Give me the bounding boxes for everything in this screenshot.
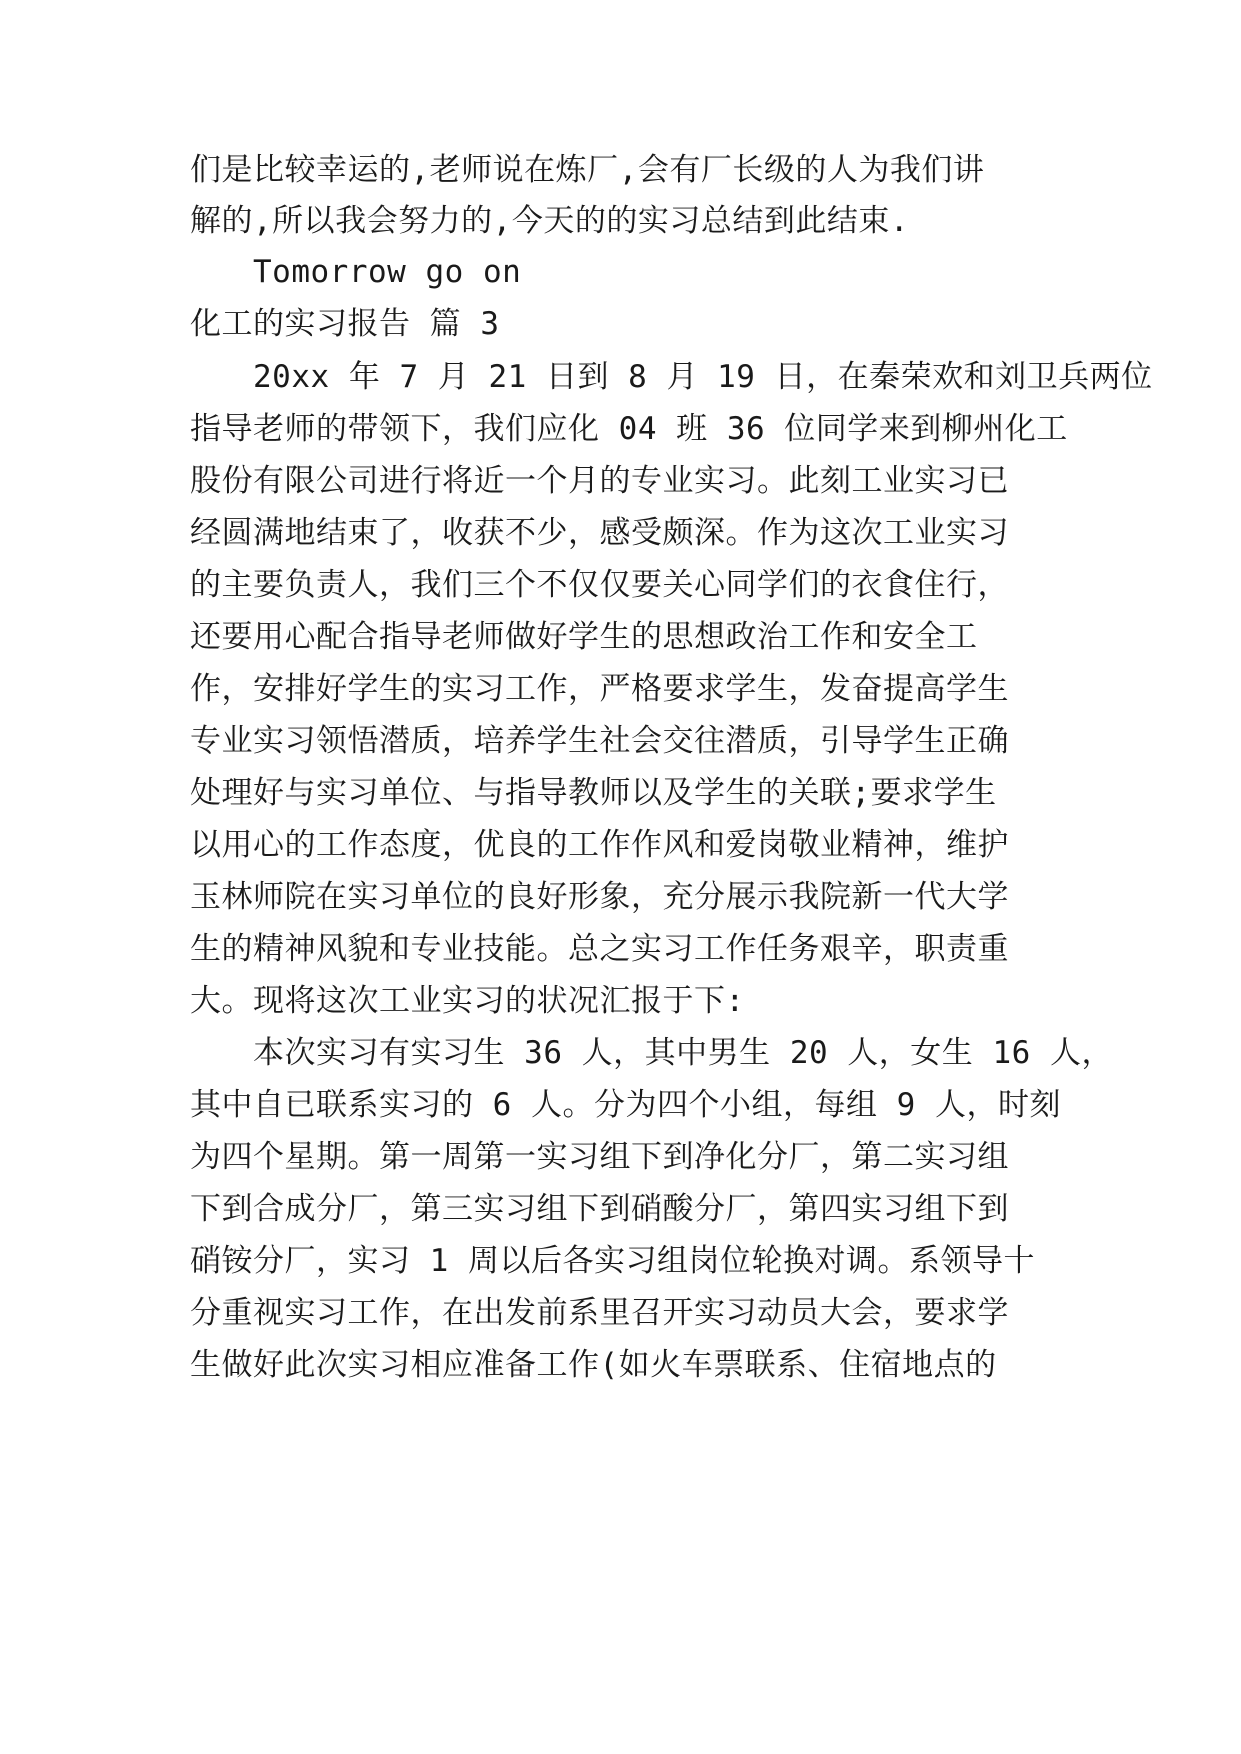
- paragraph-2-line: 分重视实习工作，在出发前系里召开实习动员大会，要求学: [190, 1295, 1009, 1331]
- paragraph-1-line: 20xx 年 7 月 21 日到 8 月 19 日，在秦荣欢和刘卫兵两位: [253, 359, 1153, 395]
- paragraph-1-line: 还要用心配合指导老师做好学生的思想政治工作和安全工: [190, 619, 978, 655]
- paragraph-1-line: 指导老师的带领下，我们应化 04 班 36 位同学来到柳州化工: [190, 411, 1068, 447]
- paragraph-2-line: 为四个星期。第一周第一实习组下到净化分厂，第二实习组: [190, 1139, 1009, 1175]
- paragraph-2-line: 生做好此次实习相应准备工作(如火车票联系、住宿地点的: [190, 1347, 997, 1383]
- paragraph-2-line: 本次实习有实习生 36 人，其中男生 20 人，女生 16 人，: [253, 1035, 1113, 1071]
- paragraph-2-line: 下到合成分厂，第三实习组下到硝酸分厂，第四实习组下到: [190, 1191, 1009, 1227]
- paragraph-1-line: 大。现将这次工业实习的状况汇报于下:: [190, 983, 745, 1019]
- paragraph-1-line: 以用心的工作态度，优良的工作作风和爱岗敬业精神，维护: [190, 827, 1009, 863]
- paragraph-2-line: 硝铵分厂，实习 1 周以后各实习组岗位轮换对调。系领导十: [190, 1243, 1035, 1279]
- paragraph-1-line: 股份有限公司进行将近一个月的专业实习。此刻工业实习已: [190, 463, 1009, 499]
- intro-line-1: 们是比较幸运的,老师说在炼厂,会有厂长级的人为我们讲: [190, 152, 985, 188]
- paragraph-1-line: 生的精神风貌和专业技能。总之实习工作任务艰辛，职责重: [190, 931, 1009, 967]
- paragraph-1-line: 的主要负责人，我们三个不仅仅要关心同学们的衣食住行，: [190, 567, 1009, 603]
- paragraph-2-line: 其中自已联系实习的 6 人。分为四个小组，每组 9 人，时刻: [190, 1087, 1061, 1123]
- paragraph-1-line: 专业实习领悟潜质，培养学生社会交往潜质，引导学生正确: [190, 723, 1009, 759]
- paragraph-1-line: 作，安排好学生的实习工作，严格要求学生，发奋提高学生: [190, 671, 1009, 707]
- paragraph-1-line: 处理好与实习单位、与指导教师以及学生的关联;要求学生: [190, 775, 997, 811]
- paragraph-1-line: 经圆满地结束了，收获不少，感受颇深。作为这次工业实习: [190, 515, 1009, 551]
- section-title: 化工的实习报告 篇 3: [190, 306, 500, 342]
- paragraph-1-line: 玉林师院在实习单位的良好形象，充分展示我院新一代大学: [190, 879, 1009, 915]
- intro-line-2: 解的,所以我会努力的,今天的的实习总结到此结束.: [190, 203, 909, 239]
- closing-line: Tomorrow go on: [253, 254, 522, 290]
